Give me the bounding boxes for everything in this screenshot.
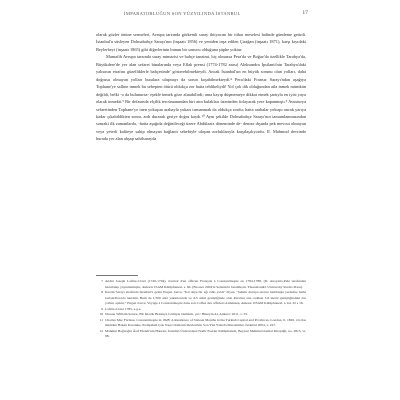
footnotes-list — [96, 279, 306, 340]
footnote — [96, 279, 306, 290]
footnote-number: 7 — [101, 279, 103, 283]
footnote-text: Kazım Sarayı etrafında İstanbul'a gelen Eugen Jouve, "Kıl deye bir ağı tahtı yoldi" diyen, "Şehrin Avrupa tarzını bambaşka yerlerine belki Galata/Pera'da tanıdım. Hem de 1,500 adet yakınlarında ve 4-5 adım genişliğinde olan Pera'nın ana caddesi 3-6 metre genişliğindeki dar yolları açıktır." Eugen Jouve, Voyage à Constantinople dans son Coffee des officiers Armenien, Ankara: IISAM Kütüphanesi, s. 64, 32 s 16. — [105, 290, 306, 305]
footnote — [96, 329, 306, 340]
footnote — [96, 318, 306, 329]
main-body-text — [96, 31, 306, 143]
footnote-text: Mahmut Bağlıoğlu Âsıf Efendi'nin Hatıratı, İstanbul Üniversitesi Nadir Eserler Kütüphanesi, Beyazıt Mehmed Kemal Kitapliği, no. 2815, vr. 98. — [105, 328, 306, 338]
footnote-number: 12 — [99, 328, 103, 333]
footnote-number: 9 — [101, 306, 103, 311]
footnote-text: Lafitte-Clavé 1785, a.g.e. — [105, 306, 142, 311]
footnote-text: André Joseph Lafitte-Clavé (1740-1794), Journal d'un officier Français à Constantinople en 1784-1788, (D. Anoyatis-Pelé tarafından hazırlanıp yayınlanmıştır, Ankara: ISAM Kütüphanesi, s. 66. (Bu eser 2004'te Selanik'te basılmıştır. Thessaloniki: University Studio Press). — [105, 279, 306, 289]
footnote-number: 8 — [101, 290, 103, 294]
body-paragraph-1: olarak gözler önüne sermeleri, Avrupa tarzında görkemli saray ihtiyacını bir itibar meselesi halinde gündeme getirdi. İstanbul'u süsleyen Dolmabahçe Sarayı'nın (inşaatı 1856) ve yeniden inşa edilen Çırağan (inşaatı 1871), karşı kıyıdaki Beylerbeyi (inşaatı 1865) gibi diğerlerinin bunun bir sonucu olduğuna şüphe yoktur. — [96, 32, 306, 52]
footnote-number: 10 — [99, 312, 103, 316]
running-title: İMPARATORLUĞUN SON YÜZYILINDA İSTANBUL — [124, 11, 241, 16]
body-paragraph-2: Mamafih Avrupa tarzında saray mimarisi ve bahçe tanzimi, hiç olmazsa Pera'da ve Boğaz'da özellikle Tarabya'da, Büyükdere'de yer alan sefaret binalarında veya Eflak prensi (1774-1782 arası) Aleksandra İpsilanti'nin Tarabya'daki yalısının etrafını güzelliklerle bahçesinde' gösterebilmekteydi. Ancak İstanbul'un en büyük sorunu olan yolları, daha doğrusu olmayan yolları buralara ulaşmayı da sorun koşabilmekteydi.⁸ Pera'daki Fransız Sarayı'ndan aşağıya Tophane'ye sallıne inmek bu sebepten ötürü oldukça zor hatta tehlikeliydi! Yol çok dik olduğundan atla inmek mümkün değildi, belki -o da bulunursa- eşekle inmek göze alınabilirdi; ama kayıp düşmemeye dikkat etmek şartıyla en iyisi yaya olarak inmekti.⁹ Bir defasında elçilik tercümanından biri atın kulakları üzerinden fırlayarak yere kapanmıştı.⁹ Avusturya sefaretinden Tophane'ye inen yokuşun arabayla yukarı tırmanmak da oldukça zordu; hatta arabalar yokuşu ancak yarıya kadar çıkabildikten sonra, ardı durarak geriye doğru kaydı.¹⁰ Aynı şekilde Dolmabahçe Sarayı'nın tamamlanmasından sonraki ilk zamanlarda, -hatta aşağıda değinileceği üzere Abdülaziz döneminde de- denize dışında pek mevcut olmayan veya yeterli kaliteye sahip olmayan bağlantı sebebiyle ulaşım zorluklarıyla karşılaşılıyordu. II. Mahmud devrinde burada yer alan ahşap sahilsarayda — [96, 54, 306, 142]
footnote-separator — [96, 275, 138, 276]
page-number: 17 — [302, 10, 308, 16]
footnote-text: Nassau William Senior, Bir Klacik Britanya Gözüyle Osmanlı, çev: Hüseyin Al, Ankara: 2011, s. 55. — [105, 312, 248, 316]
footnote — [96, 290, 306, 307]
footnote-text: Charles Mac Farlane, Constantinople in 1828: A Residence of Sixteen Months in the Turkish Capital and Provinces, London, ll. 1829, vd./das üsküden Hakan Karateke, Padişahım Çok Yaşa! Osmanlı Devleti'nin Son Yüz Yılında Merasimler, İstanbul 2004, s. 227. — [105, 317, 306, 327]
page-header — [96, 11, 306, 19]
footnote-number: 11 — [99, 317, 103, 322]
